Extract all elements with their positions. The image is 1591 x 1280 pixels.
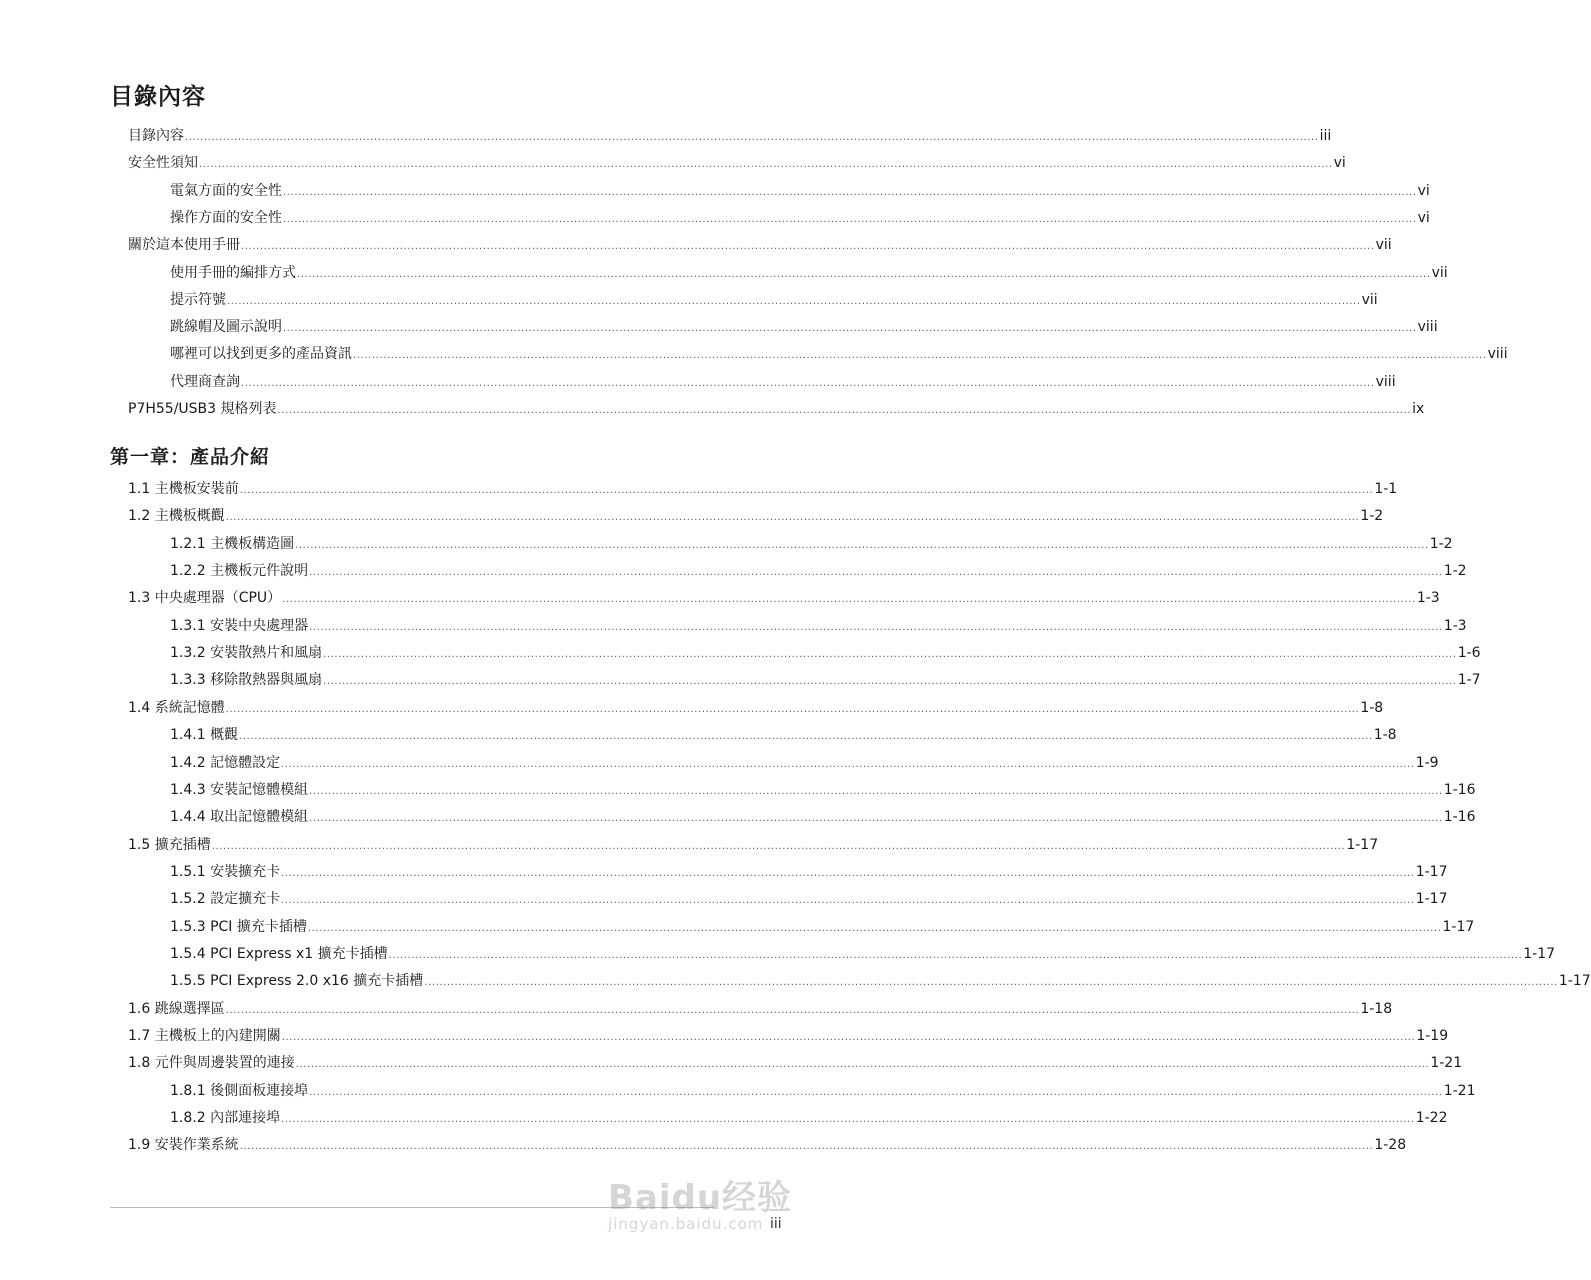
toc-leader-dots: ............................................................................................................................................................................................................................................................................................................ bbox=[281, 1032, 1416, 1043]
toc-leader-dots: ............................................................................................................................................................................................................................................................................................................ bbox=[295, 539, 1429, 551]
toc-leader-dots: ............................................................................................................................................................................................................................................................................................................ bbox=[309, 621, 1443, 633]
toc-leader-dots: ............................................................................................................................................................................................................................................................................................................ bbox=[307, 922, 1442, 934]
toc-entry[interactable] bbox=[128, 478, 1398, 500]
toc-entry-title: 1.3.1 安裝中央處理器 bbox=[170, 617, 309, 634]
toc-entry-page: vii bbox=[1431, 264, 1448, 281]
toc-leader-dots: ............................................................................................................................................................................................................................................................................................................ bbox=[185, 132, 1319, 143]
toc-entry-page: viii bbox=[1417, 319, 1438, 336]
toc-entry-page: 1-17 bbox=[1415, 891, 1448, 908]
toc-entry-page: 1-9 bbox=[1415, 754, 1439, 771]
toc-entry-page: 1-17 bbox=[1346, 836, 1379, 853]
toc-entry[interactable] bbox=[128, 398, 1425, 420]
toc-entry-page: 1-8 bbox=[1360, 699, 1384, 716]
toc-leader-dots: ............................................................................................................................................................................................................................................................................................................ bbox=[281, 895, 1415, 907]
toc-entry[interactable] bbox=[128, 125, 1332, 147]
toc-entry-page: vii bbox=[1375, 237, 1392, 254]
toc-heading: 目錄內容 bbox=[110, 84, 206, 110]
toc-entry-title: 1.5.3 PCI 擴充卡插槽 bbox=[170, 918, 307, 935]
toc-leader-dots: ............................................................................................................................................................................................................................................................................................................ bbox=[281, 867, 1415, 879]
watermark-url: jingyan.baidu.com bbox=[608, 1215, 764, 1233]
toc-entry[interactable] bbox=[170, 1080, 1476, 1102]
toc-entry-page: vi bbox=[1333, 155, 1346, 172]
toc-entry-page: 1-19 bbox=[1416, 1028, 1449, 1044]
toc-entry[interactable] bbox=[170, 560, 1467, 582]
chapter1-heading: 第一章：產品介紹 bbox=[110, 446, 271, 468]
toc-entry-title: 電氣方面的安全性 bbox=[170, 182, 282, 199]
watermark-brand: Baidu经验 bbox=[608, 1178, 793, 1218]
toc-leader-dots: ............................................................................................................................................................................................................................................................................................................ bbox=[239, 1141, 1374, 1153]
toc-leader-dots: ............................................................................................................................................................................................................................................................................................................ bbox=[227, 295, 1361, 307]
toc-entry-page: 1-22 bbox=[1415, 1110, 1448, 1127]
toc-entry-title: 安全性須知 bbox=[128, 155, 198, 172]
toc-leader-dots: ............................................................................................................................................................................................................................................................................................................ bbox=[424, 977, 1558, 989]
toc-leader-dots: ............................................................................................................................................................................................................................................................................................................ bbox=[353, 350, 1487, 362]
toc-entry-title: 1.4.2 記憶體設定 bbox=[170, 754, 281, 771]
toc-entry-page: 1-6 bbox=[1457, 645, 1481, 662]
toc-entry-title: 1.3 中央處理器（CPU） bbox=[128, 590, 282, 607]
toc-entry-page: 1-21 bbox=[1430, 1055, 1463, 1072]
toc-entry-title: 1.2.1 主機板構造圖 bbox=[170, 535, 295, 552]
toc-entry-page: 1-3 bbox=[1443, 617, 1467, 634]
toc-entry-page: ix bbox=[1412, 401, 1425, 417]
toc-entry[interactable] bbox=[170, 943, 1556, 965]
toc-entry[interactable] bbox=[128, 1025, 1449, 1047]
toc-entry[interactable] bbox=[170, 180, 1430, 202]
toc-entry[interactable] bbox=[128, 505, 1384, 527]
toc-entry-title: 1.7 主機板上的內建開關 bbox=[128, 1028, 281, 1044]
toc-leader-dots: ............................................................................................................................................................................................................................................................................................................ bbox=[199, 159, 1333, 171]
toc-entry-page: 1-2 bbox=[1443, 563, 1467, 580]
toc-entry-page: vii bbox=[1361, 291, 1378, 308]
toc-entry-title: 1.5.4 PCI Express x1 擴充卡插槽 bbox=[170, 945, 388, 962]
toc-entry-title: 1.6 跳線選擇區 bbox=[128, 1000, 225, 1017]
toc-entry-title: 1.3.2 安裝散熱片和風扇 bbox=[170, 645, 323, 662]
toc-entry-title: 目錄內容 bbox=[128, 128, 184, 144]
toc-entry-title: 1.5.1 安裝擴充卡 bbox=[170, 863, 281, 880]
toc-leader-dots: ............................................................................................................................................................................................................................................................................................................ bbox=[283, 213, 1417, 225]
toc-entry-title: 1.2 主機板概觀 bbox=[128, 508, 225, 525]
toc-entry[interactable] bbox=[128, 834, 1379, 856]
toc-entry[interactable] bbox=[170, 642, 1481, 664]
toc-entry-title: 1.4.1 概觀 bbox=[170, 727, 239, 744]
toc-entry-title: 使用手冊的編排方式 bbox=[170, 264, 296, 281]
page-number: iii bbox=[770, 1216, 782, 1232]
toc-entry[interactable] bbox=[170, 916, 1475, 938]
toc-entry-page: viii bbox=[1375, 373, 1396, 390]
toc-entry[interactable] bbox=[170, 1107, 1448, 1129]
toc-entry-title: 1.8 元件與周邊裝置的連接 bbox=[128, 1055, 295, 1072]
toc-entry-title: 1.1 主機板安裝前 bbox=[128, 481, 239, 497]
toc-entry[interactable] bbox=[170, 669, 1481, 691]
toc-entry-page: 1-21 bbox=[1443, 1082, 1476, 1099]
toc-leader-dots: ............................................................................................................................................................................................................................................................................................................ bbox=[295, 1059, 1430, 1071]
toc-entry[interactable] bbox=[170, 970, 1591, 992]
toc-entry-page: 1-2 bbox=[1360, 508, 1384, 525]
toc-entry-title: 1.9 安裝作業系統 bbox=[128, 1137, 239, 1154]
toc-leader-dots: ............................................................................................................................................................................................................................................................................................................ bbox=[388, 949, 1523, 961]
toc-entry[interactable] bbox=[170, 779, 1476, 801]
toc-leader-dots: ............................................................................................................................................................................................................................................................................................................ bbox=[241, 377, 1375, 389]
toc-entry-page: 1-17 bbox=[1558, 973, 1591, 990]
toc-leader-dots: ............................................................................................................................................................................................................................................................................................................ bbox=[323, 676, 1457, 688]
toc-entry-title: P7H55/USB3 規格列表 bbox=[128, 401, 277, 417]
toc-entry[interactable] bbox=[128, 998, 1393, 1020]
toc-entry[interactable] bbox=[170, 316, 1438, 338]
toc-entry-title: 操作方面的安全性 bbox=[170, 209, 282, 226]
toc-leader-dots: ............................................................................................................................................................................................................................................................................................................ bbox=[309, 813, 1443, 825]
toc-entry-page: 1-17 bbox=[1415, 863, 1448, 880]
toc-leader-dots: ............................................................................................................................................................................................................................................................................................................ bbox=[282, 594, 1416, 606]
toc-entry-page: 1-16 bbox=[1443, 809, 1476, 826]
toc-entry-page: vi bbox=[1417, 182, 1430, 199]
toc-entry-page: iii bbox=[1319, 128, 1332, 144]
toc-entry-page: 1-18 bbox=[1360, 1000, 1393, 1017]
toc-entry-title: 1.5.5 PCI Express 2.0 x16 擴充卡插槽 bbox=[170, 973, 424, 990]
toc-leader-dots: ............................................................................................................................................................................................................................................................................................................ bbox=[277, 405, 1412, 416]
toc-entry[interactable] bbox=[128, 697, 1384, 719]
toc-entry[interactable] bbox=[128, 152, 1346, 174]
toc-entry-page: 1-28 bbox=[1374, 1137, 1407, 1154]
toc-entry-title: 關於這本使用手冊 bbox=[128, 237, 240, 254]
toc-entry-title: 1.5.2 設定擴充卡 bbox=[170, 891, 281, 908]
toc-leader-dots: ............................................................................................................................................................................................................................................................................................................ bbox=[225, 512, 1360, 524]
toc-leader-dots: ............................................................................................................................................................................................................................................................................................................ bbox=[281, 758, 1415, 770]
toc-entry-title: 1.5 擴充插槽 bbox=[128, 836, 211, 853]
toc-entry[interactable] bbox=[128, 234, 1392, 256]
toc-leader-dots: ............................................................................................................................................................................................................................................................................................................ bbox=[211, 840, 1346, 852]
toc-entry-page: vi bbox=[1417, 209, 1430, 226]
toc-entry-page: 1-1 bbox=[1374, 481, 1398, 497]
toc-entry[interactable] bbox=[170, 262, 1448, 284]
toc-entry-page: 1-17 bbox=[1523, 945, 1556, 962]
toc-entry[interactable] bbox=[170, 752, 1439, 774]
toc-entry[interactable] bbox=[170, 861, 1448, 883]
toc-entry[interactable] bbox=[128, 587, 1440, 609]
toc-entry-title: 1.8.2 內部連接埠 bbox=[170, 1110, 281, 1127]
toc-entry-title: 哪裡可以找到更多的產品資訊 bbox=[170, 346, 352, 363]
toc-entry-title: 1.4.3 安裝記憶體模組 bbox=[170, 781, 309, 798]
toc-entry-page: 1-16 bbox=[1443, 781, 1476, 798]
toc-entry-page: 1-2 bbox=[1429, 535, 1453, 552]
toc-entry[interactable] bbox=[170, 533, 1453, 555]
toc-entry-page: 1-17 bbox=[1442, 918, 1475, 935]
toc-entry-page: 1-7 bbox=[1457, 672, 1481, 689]
toc-leader-dots: ............................................................................................................................................................................................................................................................................................................ bbox=[297, 268, 1431, 280]
toc-entry[interactable] bbox=[170, 371, 1396, 393]
toc-entry-title: 1.8.1 後側面板連接埠 bbox=[170, 1082, 309, 1099]
toc-entry[interactable] bbox=[170, 615, 1467, 637]
toc-entry-title: 1.3.3 移除散熱器與風扇 bbox=[170, 672, 323, 689]
toc-leader-dots: ............................................................................................................................................................................................................................................................................................................ bbox=[225, 1004, 1360, 1016]
toc-entry[interactable] bbox=[170, 724, 1397, 746]
toc-leader-dots: ............................................................................................................................................................................................................................................................................................................ bbox=[309, 785, 1443, 797]
toc-entry-title: 1.4.4 取出記憶體模組 bbox=[170, 809, 309, 826]
toc-entry-page: 1-8 bbox=[1373, 727, 1397, 744]
toc-leader-dots: ............................................................................................................................................................................................................................................................................................................ bbox=[283, 323, 1417, 335]
toc-entry-title: 1.4 系統記憶體 bbox=[128, 699, 225, 716]
toc-leader-dots: ............................................................................................................................................................................................................................................................................................................ bbox=[281, 1114, 1415, 1126]
toc-entry[interactable] bbox=[170, 888, 1448, 910]
toc-entry[interactable] bbox=[170, 806, 1476, 828]
toc-entry[interactable] bbox=[170, 207, 1430, 229]
toc-leader-dots: ............................................................................................................................................................................................................................................................................................................ bbox=[225, 703, 1360, 715]
toc-entry-page: 1-3 bbox=[1416, 590, 1440, 607]
toc-leader-dots: ............................................................................................................................................................................................................................................................................................................ bbox=[309, 1086, 1443, 1098]
toc-entry[interactable] bbox=[128, 1052, 1463, 1074]
toc-entry-page: viii bbox=[1487, 346, 1508, 363]
toc-leader-dots: ............................................................................................................................................................................................................................................................................................................ bbox=[323, 649, 1457, 661]
toc-leader-dots: ............................................................................................................................................................................................................................................................................................................ bbox=[239, 485, 1374, 496]
toc-leader-dots: ............................................................................................................................................................................................................................................................................................................ bbox=[239, 731, 1373, 743]
toc-entry[interactable] bbox=[170, 289, 1378, 311]
toc-entry[interactable] bbox=[128, 1134, 1407, 1156]
toc-entry-title: 跳線帽及圖示說明 bbox=[170, 319, 282, 336]
toc-entry-title: 1.2.2 主機板元件說明 bbox=[170, 563, 309, 580]
toc-leader-dots: ............................................................................................................................................................................................................................................................................................................ bbox=[309, 567, 1443, 579]
toc-entry-title: 提示符號 bbox=[170, 291, 226, 308]
toc-entry-title: 代理商查詢 bbox=[170, 373, 240, 390]
watermark bbox=[608, 1170, 792, 1233]
toc-entry[interactable] bbox=[170, 343, 1508, 365]
toc-leader-dots: ............................................................................................................................................................................................................................................................................................................ bbox=[283, 186, 1417, 198]
toc-leader-dots: ............................................................................................................................................................................................................................................................................................................ bbox=[241, 241, 1375, 253]
